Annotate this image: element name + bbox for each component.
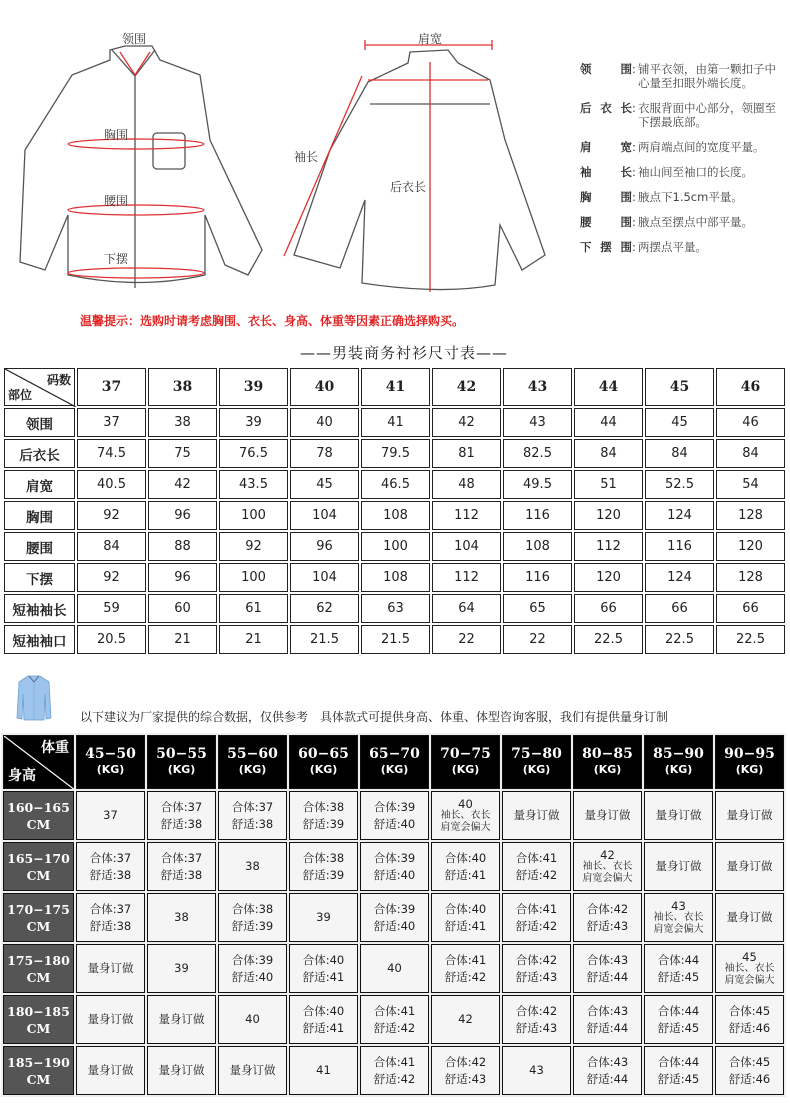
table-cell: 74.5 (77, 439, 146, 468)
table-cell: 22.5 (574, 625, 643, 654)
measurement-diagram (0, 0, 790, 340)
recommendation-cell: 合体:37 舒适:38 (147, 842, 216, 891)
table-cell: 45 (290, 470, 359, 499)
legend-item: 袖长 : 袖山间至袖口的长度。 (580, 165, 753, 179)
size-header-row (4, 368, 785, 406)
table-cell: 65 (503, 594, 572, 623)
recommendation-cell: 合体:40 舒适:41 (289, 995, 358, 1044)
table-cell: 100 (219, 501, 288, 530)
table-cell: 62 (290, 594, 359, 623)
table-cell: 42 (432, 408, 501, 437)
table-cell: 124 (645, 563, 714, 592)
table-row (3, 842, 784, 891)
table-row (3, 1046, 784, 1095)
size-header-cell: 45 (645, 368, 714, 406)
recommendation-cell: 合体:40 舒适:41 (289, 944, 358, 993)
height-header-cell: 170−175 CM (3, 893, 74, 942)
collar-label: 领围 (122, 32, 147, 46)
size-header-cell: 44 (574, 368, 643, 406)
table-row (4, 532, 785, 561)
table-cell: 63 (361, 594, 430, 623)
table-cell: 22 (503, 625, 572, 654)
size-header-cell: 39 (219, 368, 288, 406)
recommendation-table (1, 733, 786, 1097)
table-cell: 120 (716, 532, 785, 561)
table-cell: 21.5 (361, 625, 430, 654)
table-cell: 21 (219, 625, 288, 654)
recommendation-cell: 合体:42 舒适:43 (502, 944, 571, 993)
recommendation-cell: 量身订做 (76, 1046, 145, 1095)
table-cell: 64 (432, 594, 501, 623)
sleeve-label: 袖长 (294, 150, 319, 164)
row-label: 胸围 (4, 501, 75, 530)
table-row (3, 893, 784, 942)
table-cell: 84 (77, 532, 146, 561)
legend-item: 领围 : 铺平衣领，由第一颗扣子中心量至扣眼外端长度。 (580, 62, 776, 90)
table-cell: 38 (148, 408, 217, 437)
recommendation-cell: 量身订做 (644, 842, 713, 891)
recommendation-cell: 合体:39 舒适:40 (218, 944, 287, 993)
reference-note: 以下建议为厂家提供的综合数据，仅供参考 具体款式可提供身高、体重、体型咨询客服，我们有提供量身订制 (80, 710, 669, 724)
recommendation-cell: 合体:41 舒适:42 (360, 1046, 429, 1095)
recommendation-cell: 合体:40 舒适:41 (431, 842, 500, 891)
measurement-legend (580, 62, 785, 265)
height-header-cell: 160−165 CM (3, 791, 74, 840)
recommendation-cell: 39 (289, 893, 358, 942)
recommendation-cell: 合体:45 舒适:46 (715, 1046, 784, 1095)
recommendation-cell: 合体:41 舒适:42 (502, 842, 571, 891)
table-row (4, 439, 785, 468)
legend-item: 腰围 : 腋点至摆点中部平量。 (580, 215, 753, 229)
height-header-cell: 165−170 CM (3, 842, 74, 891)
recommendation-cell: 合体:41 舒适:42 (360, 995, 429, 1044)
recommendation-cell: 45 袖长、衣长 肩宽会偏大 (715, 944, 784, 993)
recommendation-cell: 40 袖长、衣长 肩宽会偏大 (431, 791, 500, 840)
weight-header-cell: 90−95 (KG) (715, 735, 784, 789)
size-header-cell: 46 (716, 368, 785, 406)
table-cell: 108 (503, 532, 572, 561)
table-cell: 104 (290, 501, 359, 530)
table-cell: 42 (148, 470, 217, 499)
shoulder-label: 肩宽 (418, 32, 443, 46)
weight-header-cell: 60−65 (KG) (289, 735, 358, 789)
table-cell: 44 (574, 408, 643, 437)
table-cell: 100 (361, 532, 430, 561)
table-cell: 124 (645, 501, 714, 530)
weight-header-cell: 80−85 (KG) (573, 735, 642, 789)
legend-item: 后衣长 : 衣服背面中心部分，领圈至下摆最底部。 (580, 101, 776, 129)
recommendation-cell: 41 (289, 1046, 358, 1095)
weight-header-cell: 65−70 (KG) (360, 735, 429, 789)
table-cell: 76.5 (219, 439, 288, 468)
table-cell: 116 (503, 501, 572, 530)
recommendation-cell: 量身订做 (147, 1046, 216, 1095)
table-cell: 108 (361, 563, 430, 592)
table-cell: 78 (290, 439, 359, 468)
table-cell: 40.5 (77, 470, 146, 499)
table-cell: 20.5 (77, 625, 146, 654)
table-cell: 40 (290, 408, 359, 437)
table-cell: 88 (148, 532, 217, 561)
table-cell: 112 (432, 563, 501, 592)
recommendation-cell: 量身订做 (218, 1046, 287, 1095)
table-cell: 84 (716, 439, 785, 468)
recommendation-cell: 40 (360, 944, 429, 993)
legend-item: 胸围 : 腋点下1.5cm平量。 (580, 190, 743, 204)
recommendation-cell: 42 (431, 995, 500, 1044)
recommendation-cell: 43 (502, 1046, 571, 1095)
table-cell: 22.5 (716, 625, 785, 654)
table-cell: 22 (432, 625, 501, 654)
recommendation-cell: 合体:37 舒适:38 (218, 791, 287, 840)
row-label: 短袖袖长 (4, 594, 75, 623)
recommendation-cell: 量身订做 (715, 893, 784, 942)
recommendation-cell: 合体:37 舒适:38 (76, 893, 145, 942)
row-label: 肩宽 (4, 470, 75, 499)
table-row (3, 791, 784, 840)
table-row (4, 563, 785, 592)
table-cell: 112 (574, 532, 643, 561)
recommendation-cell: 合体:37 舒适:38 (76, 842, 145, 891)
size-header-cell: 37 (77, 368, 146, 406)
table-cell: 43 (503, 408, 572, 437)
recommendation-cell: 合体:37 舒适:38 (147, 791, 216, 840)
table-cell: 54 (716, 470, 785, 499)
table-cell: 120 (574, 501, 643, 530)
height-header-cell: 185−190 CM (3, 1046, 74, 1095)
recommendation-cell: 合体:42 舒适:43 (502, 995, 571, 1044)
row-label: 腰围 (4, 532, 75, 561)
purchase-tip: 温馨提示：选购时请考虑胸围、衣长、身高、体重等因素正确选择购买。 (80, 314, 465, 328)
table-cell: 61 (219, 594, 288, 623)
row-label: 短袖袖口 (4, 625, 75, 654)
table-cell: 79.5 (361, 439, 430, 468)
table-row (3, 995, 784, 1044)
table-row (3, 944, 784, 993)
table-cell: 104 (432, 532, 501, 561)
size-header-cell: 41 (361, 368, 430, 406)
table-cell: 60 (148, 594, 217, 623)
table-cell: 66 (574, 594, 643, 623)
table-cell: 43.5 (219, 470, 288, 499)
table-cell: 128 (716, 563, 785, 592)
table-cell: 96 (290, 532, 359, 561)
recommendation-cell: 量身订做 (76, 995, 145, 1044)
back-length-label: 后衣长 (390, 180, 427, 194)
size-table (2, 366, 787, 656)
recommendation-cell: 量身订做 (573, 791, 642, 840)
size-header-cell: 43 (503, 368, 572, 406)
recommendation-cell: 合体:38 舒适:39 (289, 791, 358, 840)
recommendation-cell: 量身订做 (715, 791, 784, 840)
table-cell: 22.5 (645, 625, 714, 654)
table-cell: 128 (716, 501, 785, 530)
waist-label: 腰围 (104, 194, 129, 208)
recommendation-cell: 合体:39 舒适:40 (360, 791, 429, 840)
recommendation-cell: 合体:43 舒适:44 (573, 1046, 642, 1095)
table-cell: 92 (219, 532, 288, 561)
weight-header-cell: 55−60 (KG) (218, 735, 287, 789)
recommendation-cell: 量身订做 (147, 995, 216, 1044)
table-row (4, 594, 785, 623)
recommendation-cell: 合体:41 舒适:42 (431, 944, 500, 993)
table-row (4, 408, 785, 437)
table-cell: 116 (645, 532, 714, 561)
table-cell: 81 (432, 439, 501, 468)
table-cell: 116 (503, 563, 572, 592)
table-cell: 96 (148, 563, 217, 592)
table-cell: 41 (361, 408, 430, 437)
hem-label: 下摆 (104, 252, 129, 266)
table-cell: 46.5 (361, 470, 430, 499)
table-cell: 46 (716, 408, 785, 437)
recommendation-cell: 合体:44 舒适:45 (644, 995, 713, 1044)
table-cell: 100 (219, 563, 288, 592)
legend-item: 肩宽 : 两肩端点间的宽度平量。 (580, 140, 765, 154)
weight-header-cell: 45−50 (KG) (76, 735, 145, 789)
recommendation-cell: 量身订做 (715, 842, 784, 891)
table-cell: 84 (645, 439, 714, 468)
table-cell: 52.5 (645, 470, 714, 499)
table-cell: 82.5 (503, 439, 572, 468)
table-cell: 39 (219, 408, 288, 437)
table-row (4, 625, 785, 654)
recommendation-cell: 合体:38 舒适:39 (218, 893, 287, 942)
weight-header-cell: 70−75 (KG) (431, 735, 500, 789)
chest-label: 胸围 (104, 128, 129, 142)
table-cell: 37 (77, 408, 146, 437)
height-header-cell: 175−180 CM (3, 944, 74, 993)
recommendation-cell: 42 袖长、衣长 肩宽会偏大 (573, 842, 642, 891)
table-cell: 21 (148, 625, 217, 654)
recommendation-cell: 量身订做 (502, 791, 571, 840)
recommendation-cell: 合体:45 舒适:46 (715, 995, 784, 1044)
recommendation-cell: 合体:43 舒适:44 (573, 944, 642, 993)
size-header-cell: 42 (432, 368, 501, 406)
recommendation-cell: 合体:42 舒适:43 (431, 1046, 500, 1095)
recommendation-cell: 38 (147, 893, 216, 942)
recommendation-cell: 38 (218, 842, 287, 891)
table-cell: 84 (574, 439, 643, 468)
table-cell: 48 (432, 470, 501, 499)
weight-header-row (3, 735, 784, 789)
recommendation-cell: 合体:43 舒适:44 (573, 995, 642, 1044)
shirt-thumbnail-icon (16, 674, 52, 722)
recommendation-cell: 合体:44 舒适:45 (644, 1046, 713, 1095)
recommendation-cell: 37 (76, 791, 145, 840)
table-cell: 108 (361, 501, 430, 530)
size-table-title: ——男装商务衬衫尺寸表—— (300, 344, 509, 362)
table-cell: 51 (574, 470, 643, 499)
size-header-cell: 38 (148, 368, 217, 406)
size-header-cell: 40 (290, 368, 359, 406)
recommendation-cell: 量身订做 (76, 944, 145, 993)
table-cell: 112 (432, 501, 501, 530)
table-cell: 104 (290, 563, 359, 592)
corner-cell: 码数 部位 (4, 368, 75, 406)
recommendation-cell: 合体:38 舒适:39 (289, 842, 358, 891)
recommendation-cell: 合体:41 舒适:42 (502, 893, 571, 942)
table-cell: 45 (645, 408, 714, 437)
table-cell: 92 (77, 563, 146, 592)
recommendation-cell: 40 (218, 995, 287, 1044)
corner-cell: 体重 身高 (3, 735, 74, 789)
table-cell: 120 (574, 563, 643, 592)
recommendation-cell: 合体:39 舒适:40 (360, 842, 429, 891)
table-cell: 49.5 (503, 470, 572, 499)
recommendation-cell: 合体:44 舒适:45 (644, 944, 713, 993)
table-row (4, 470, 785, 499)
recommendation-cell: 合体:42 舒适:43 (573, 893, 642, 942)
weight-header-cell: 85−90 (KG) (644, 735, 713, 789)
weight-header-cell: 50−55 (KG) (147, 735, 216, 789)
height-header-cell: 180−185 CM (3, 995, 74, 1044)
row-label: 后衣长 (4, 439, 75, 468)
recommendation-cell: 量身订做 (644, 791, 713, 840)
recommendation-cell: 39 (147, 944, 216, 993)
weight-header-cell: 75−80 (KG) (502, 735, 571, 789)
row-label: 领围 (4, 408, 75, 437)
table-row (4, 501, 785, 530)
row-label: 下摆 (4, 563, 75, 592)
recommendation-cell: 合体:39 舒适:40 (360, 893, 429, 942)
recommendation-cell: 合体:40 舒适:41 (431, 893, 500, 942)
table-cell: 21.5 (290, 625, 359, 654)
table-cell: 59 (77, 594, 146, 623)
legend-item: 下摆围 : 两摆点平量。 (580, 240, 707, 254)
table-cell: 75 (148, 439, 217, 468)
table-cell: 96 (148, 501, 217, 530)
recommendation-cell: 43 袖长、衣长 肩宽会偏大 (644, 893, 713, 942)
table-cell: 92 (77, 501, 146, 530)
table-cell: 66 (645, 594, 714, 623)
table-cell: 66 (716, 594, 785, 623)
